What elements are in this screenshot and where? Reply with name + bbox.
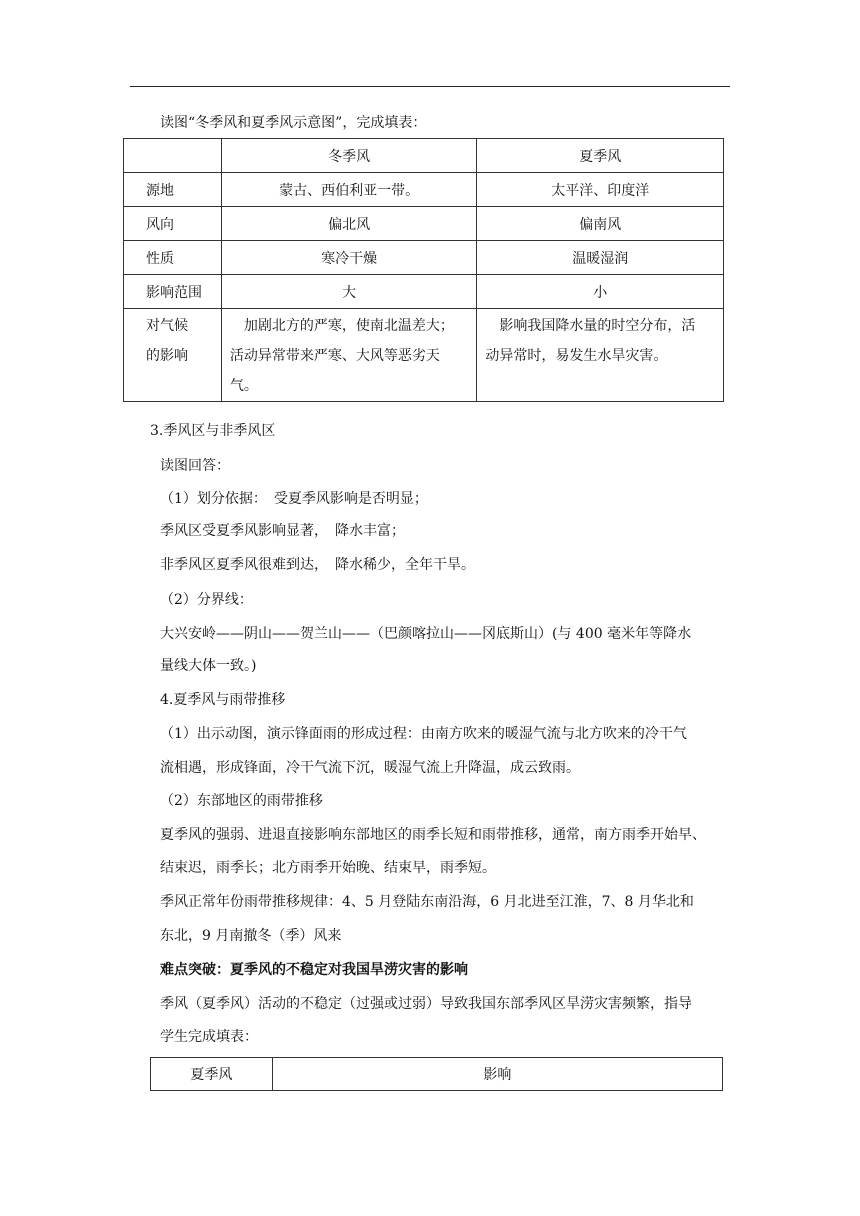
- table-cell: 蒙古、西伯利亚一带。: [221, 173, 477, 207]
- table-row: [124, 241, 724, 275]
- table-cell: 源地: [124, 173, 222, 207]
- climate-label-cell: [124, 309, 222, 402]
- winter-climate-cell: [221, 309, 477, 402]
- section4-line: （1）出示动图，演示锋面雨的形成过程：由南方吹来的暖湿气流与北方吹来的冷干气: [160, 726, 687, 742]
- header-rule: [130, 86, 730, 87]
- table-header-cell: 夏季风: [477, 139, 724, 173]
- table-header-row: [124, 139, 724, 173]
- impact-table: [150, 1057, 723, 1091]
- table-row: [124, 173, 724, 207]
- table-row-climate: [124, 309, 724, 402]
- section3-line: 季风区受夏季风影响显著， 降水丰富；: [160, 523, 405, 539]
- table-cell: 性质: [124, 241, 222, 275]
- winter-climate-line: 活动异常带来严寒、大风等恶劣天: [229, 348, 440, 364]
- section4-heading: 4.夏季风与雨带推移: [160, 692, 286, 708]
- section3-line: 非季风区夏季风很难到达， 降水稀少，全年干旱。: [160, 557, 475, 573]
- summer-climate-cell: [477, 309, 724, 402]
- table-cell: 偏北风: [221, 207, 477, 241]
- table-header-cell: [124, 139, 222, 173]
- difficulty-line: 季风（夏季风）活动的不稳定（过强或过弱）导致我国东部季风区旱涝灾害频繁，指导: [160, 996, 692, 1012]
- section3-heading: 3.季风区与非季风区: [150, 423, 276, 439]
- intro-text: 读图“冬季风和夏季风示意图”，完成填表：: [160, 115, 427, 131]
- summer-climate-line: 动异常时，易发生水旱灾害。: [485, 348, 668, 364]
- climate-label-line: 的影响: [146, 348, 188, 364]
- table-cell: 太平洋、印度洋: [477, 173, 724, 207]
- table-header-cell: 影响: [272, 1058, 722, 1091]
- section3-line: （2）分界线：: [160, 592, 253, 608]
- table-header-cell: 冬季风: [221, 139, 477, 173]
- section3-line: 读图回答：: [160, 458, 230, 474]
- section4-line: 流相遇，形成锋面，冷干气流下沉，暖湿气流上升降温，成云致雨。: [160, 760, 580, 776]
- table-header-row: [151, 1058, 723, 1091]
- monsoon-table: [123, 138, 724, 402]
- table-cell: 偏南风: [477, 207, 724, 241]
- table-row: [124, 207, 724, 241]
- climate-label-line: 对气候: [146, 318, 188, 334]
- winter-climate-line: 加剧北方的严寒，使南北温差大；: [229, 318, 454, 334]
- section4-line: （2）东部地区的雨带推移: [160, 793, 323, 809]
- table-row: [124, 275, 724, 309]
- section3-line: 大兴安岭——阴山——贺兰山——（巴颜喀拉山——冈底斯山）(与 400 毫米年等降水: [160, 626, 692, 642]
- table-cell: 小: [477, 275, 724, 309]
- section4-line: 结束迟，雨季长；北方雨季开始晚、结束早，雨季短。: [160, 860, 496, 876]
- section4-line: 夏季风的强弱、进退直接影响东部地区的雨季长短和雨带推移，通常，南方雨季开始早、: [160, 827, 706, 843]
- difficulty-heading: 难点突破：夏季风的不稳定对我国旱涝灾害的影响: [160, 962, 468, 978]
- section3-line: （1）划分依据： 受夏季风影响是否明显；: [160, 491, 428, 507]
- summer-climate-line: 影响我国降水量的时空分布，活: [485, 318, 696, 334]
- table-cell: 温暖湿润: [477, 241, 724, 275]
- table-cell: 大: [221, 275, 477, 309]
- difficulty-line: 学生完成填表：: [160, 1029, 258, 1045]
- table-cell: 寒冷干燥: [221, 241, 477, 275]
- table-cell: 风向: [124, 207, 222, 241]
- section4-line: 东北，9 月南撤冬（季）风来: [160, 928, 342, 944]
- table-cell: 影响范围: [124, 275, 222, 309]
- winter-climate-line: 气。: [229, 378, 258, 394]
- table-header-cell: 夏季风: [151, 1058, 273, 1091]
- section3-line: 量线大体一致。): [160, 658, 257, 674]
- section4-line: 季风正常年份雨带推移规律：4、5 月登陆东南沿海，6 月北进至江淮，7、8 月华北和: [160, 894, 694, 910]
